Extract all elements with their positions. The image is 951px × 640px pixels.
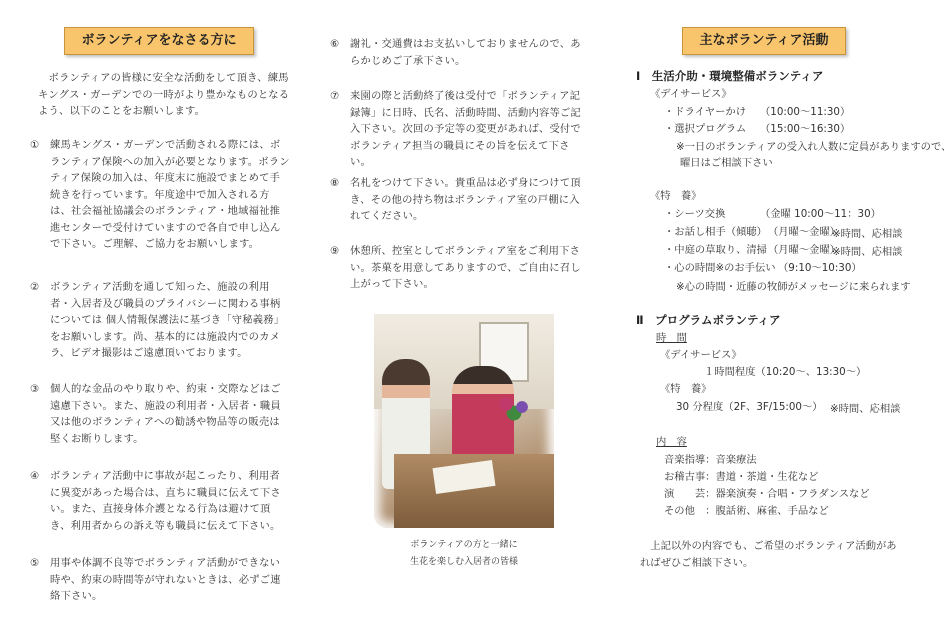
ds-item-1-time: （10:00〜11:30） — [760, 106, 851, 118]
t-item-1-label: ・シーツ交換 — [664, 208, 726, 220]
p-tokuyou-label: 《特 養》 — [660, 383, 712, 395]
section-2-title: Ⅱ プログラムボランティア — [636, 313, 781, 327]
left-item-2: ボランティア活動を通して知った、施設の利用者・入居者及び職員のプライバシーに関わる事柄については 個人情報保護法に基づき「守秘義務」をお願いします。尚、基本的には施設内でのカメラ、ビデオ撮影はご遠慮頂いております。 — [50, 281, 285, 359]
t-item-1-time: （金曜 10:00〜11：30） — [760, 208, 881, 220]
left-intro: ボランティアの皆様に安全な活動をして頂き、練馬キングス・ガーデンでの一時がより豊かなものとなるよう、以下のことをお願いします。 — [38, 72, 290, 117]
left-item-4: ボランティア活動中に事故が起こったり、利用者に異変があった場合は、直ちに職員に伝えて下さい。また、直接身体介護となる行為は避けて頂き、利用者からの訴え等も職員に伝えて下さい。 — [50, 470, 281, 532]
p-t-time: 30 分程度（2F、3F/15:00〜） — [676, 401, 823, 413]
item-number-8: ⑧ — [330, 177, 340, 189]
content-music: 音楽指導：音楽療法 — [664, 454, 757, 466]
t-item-4-label: ・心の時間※のお手伝い — [664, 262, 776, 274]
item-number-9: ⑨ — [330, 245, 340, 257]
item-number-1: ① — [30, 139, 40, 151]
left-item-5: 用事や体調不良等でボランティア活動ができない時や、約束の時間等が守れないときは、必ずご連絡下さい。 — [50, 557, 281, 602]
closing-line-1: 上記以外の内容でも、ご希望のボランティア活動があ — [640, 540, 897, 552]
right-heading: 主なボランティア活動 — [682, 27, 846, 55]
p-day-service-label: 《デイサービス》 — [660, 349, 742, 361]
day-service-label: 《デイサービス》 — [650, 88, 732, 100]
t-item-2-label: ・お話し相手（傾聴） — [664, 226, 767, 238]
closing-line-2: ればぜひご相談下さい。 — [640, 557, 754, 569]
content-other: その他 ：腹話術、麻雀、手品など — [664, 505, 829, 517]
item-number-5: ⑤ — [30, 557, 40, 569]
item-number-6: ⑥ — [330, 38, 340, 50]
t-item-3-note: ※時間、応相談 — [832, 246, 903, 258]
item-number-3: ③ — [30, 383, 40, 395]
t-item-2-time: （月曜〜金曜） — [768, 226, 841, 238]
photo-caption-line-1: ボランティアの方と一緒に — [410, 540, 518, 550]
photo-caption-line-2: 生花を楽しむ入居者の皆様 — [409, 557, 518, 567]
content-lessons: お稽古事：書道・茶道・生花など — [664, 471, 819, 483]
ds-item-1-label: ・ドライヤーかけ — [664, 106, 747, 118]
ds-note-1: ※一日のボランティアの受入れ人数に定員がありますので、 — [676, 141, 951, 153]
volunteer-photo — [374, 314, 554, 528]
middle-item-7: 来園の際と活動終了後は受付で「ボランティア記録簿」に日時、氏名、活動時間、活動内容等ご記入下さい。次回の予定等の変更があれば、受付でボランティア担当の職員にその旨を伝えて下さい。 — [350, 90, 581, 168]
left-item-1: 練馬キングス・ガーデンで活動される際には、ボランティア保険への加入が必要となります。ボランティア保険の加入は、年度末に施設でまとめて手続きを行っています。年度途中で加入される方は、社会福祉協議会のボランティア・地域福祉推進センターで受付けていますので各自で申し込んで下さい。ご理解、ご協力をお願いします。 — [50, 139, 290, 250]
item-number-2: ② — [30, 281, 40, 293]
item-number-7: ⑦ — [330, 90, 340, 102]
naiyou-label: 内 容 — [656, 436, 687, 448]
jikan-label: 時 間 — [656, 332, 687, 344]
content-performance: 演 芸：器楽演奏・合唱・フラダンスなど — [664, 488, 870, 500]
t-item-2-note: ※時間、応相談 — [832, 228, 903, 240]
section-1-title: Ⅰ 生活介助・環境整備ボランティア — [636, 69, 824, 83]
t-item-3-label: ・中庭の草取り、清掃 — [664, 244, 767, 256]
ds-item-2-label: ・選択プログラム — [664, 123, 747, 135]
t-item-3-time: （月曜〜金曜） — [768, 244, 841, 256]
middle-item-6: 謝礼・交通費はお支払いしておりませんので、あらかじめご了承下さい。 — [350, 38, 581, 67]
ds-note-2: 曜日はご相談下さい — [680, 157, 773, 169]
ds-item-2-time: （15:00〜16:30） — [760, 123, 851, 135]
left-heading: ボランティアをなさる方に — [64, 27, 254, 55]
t-item-4-time: （9:10〜10:30） — [778, 262, 862, 274]
middle-item-8: 名札をつけて下さい。貴重品は必ず身につけて頂き、その他の持ち物はボランティア室の戸棚に入れてください。 — [350, 177, 581, 222]
p-t-note: ※時間、応相談 — [830, 403, 901, 415]
t-note: ※心の時間・近藤の牧師がメッセージに来られます — [676, 281, 911, 293]
middle-item-9: 休憩所、控室としてボランティア室をご利用下さい。茶菓を用意してありますので、ご自由に召し上がって下さい。 — [350, 245, 581, 290]
left-item-3: 個人的な金品のやり取りや、約束・交際などはご遠慮下さい。また、施設の利用者・入居者・職員又は他のボランティアへの勧誘や物品等の販売は堅くお断りします。 — [50, 383, 281, 445]
p-ds-time: １時間程度（10:20〜、13:30〜） — [704, 366, 867, 378]
tokuyou-label: 《特 養》 — [650, 190, 702, 202]
item-number-4: ④ — [30, 470, 40, 482]
